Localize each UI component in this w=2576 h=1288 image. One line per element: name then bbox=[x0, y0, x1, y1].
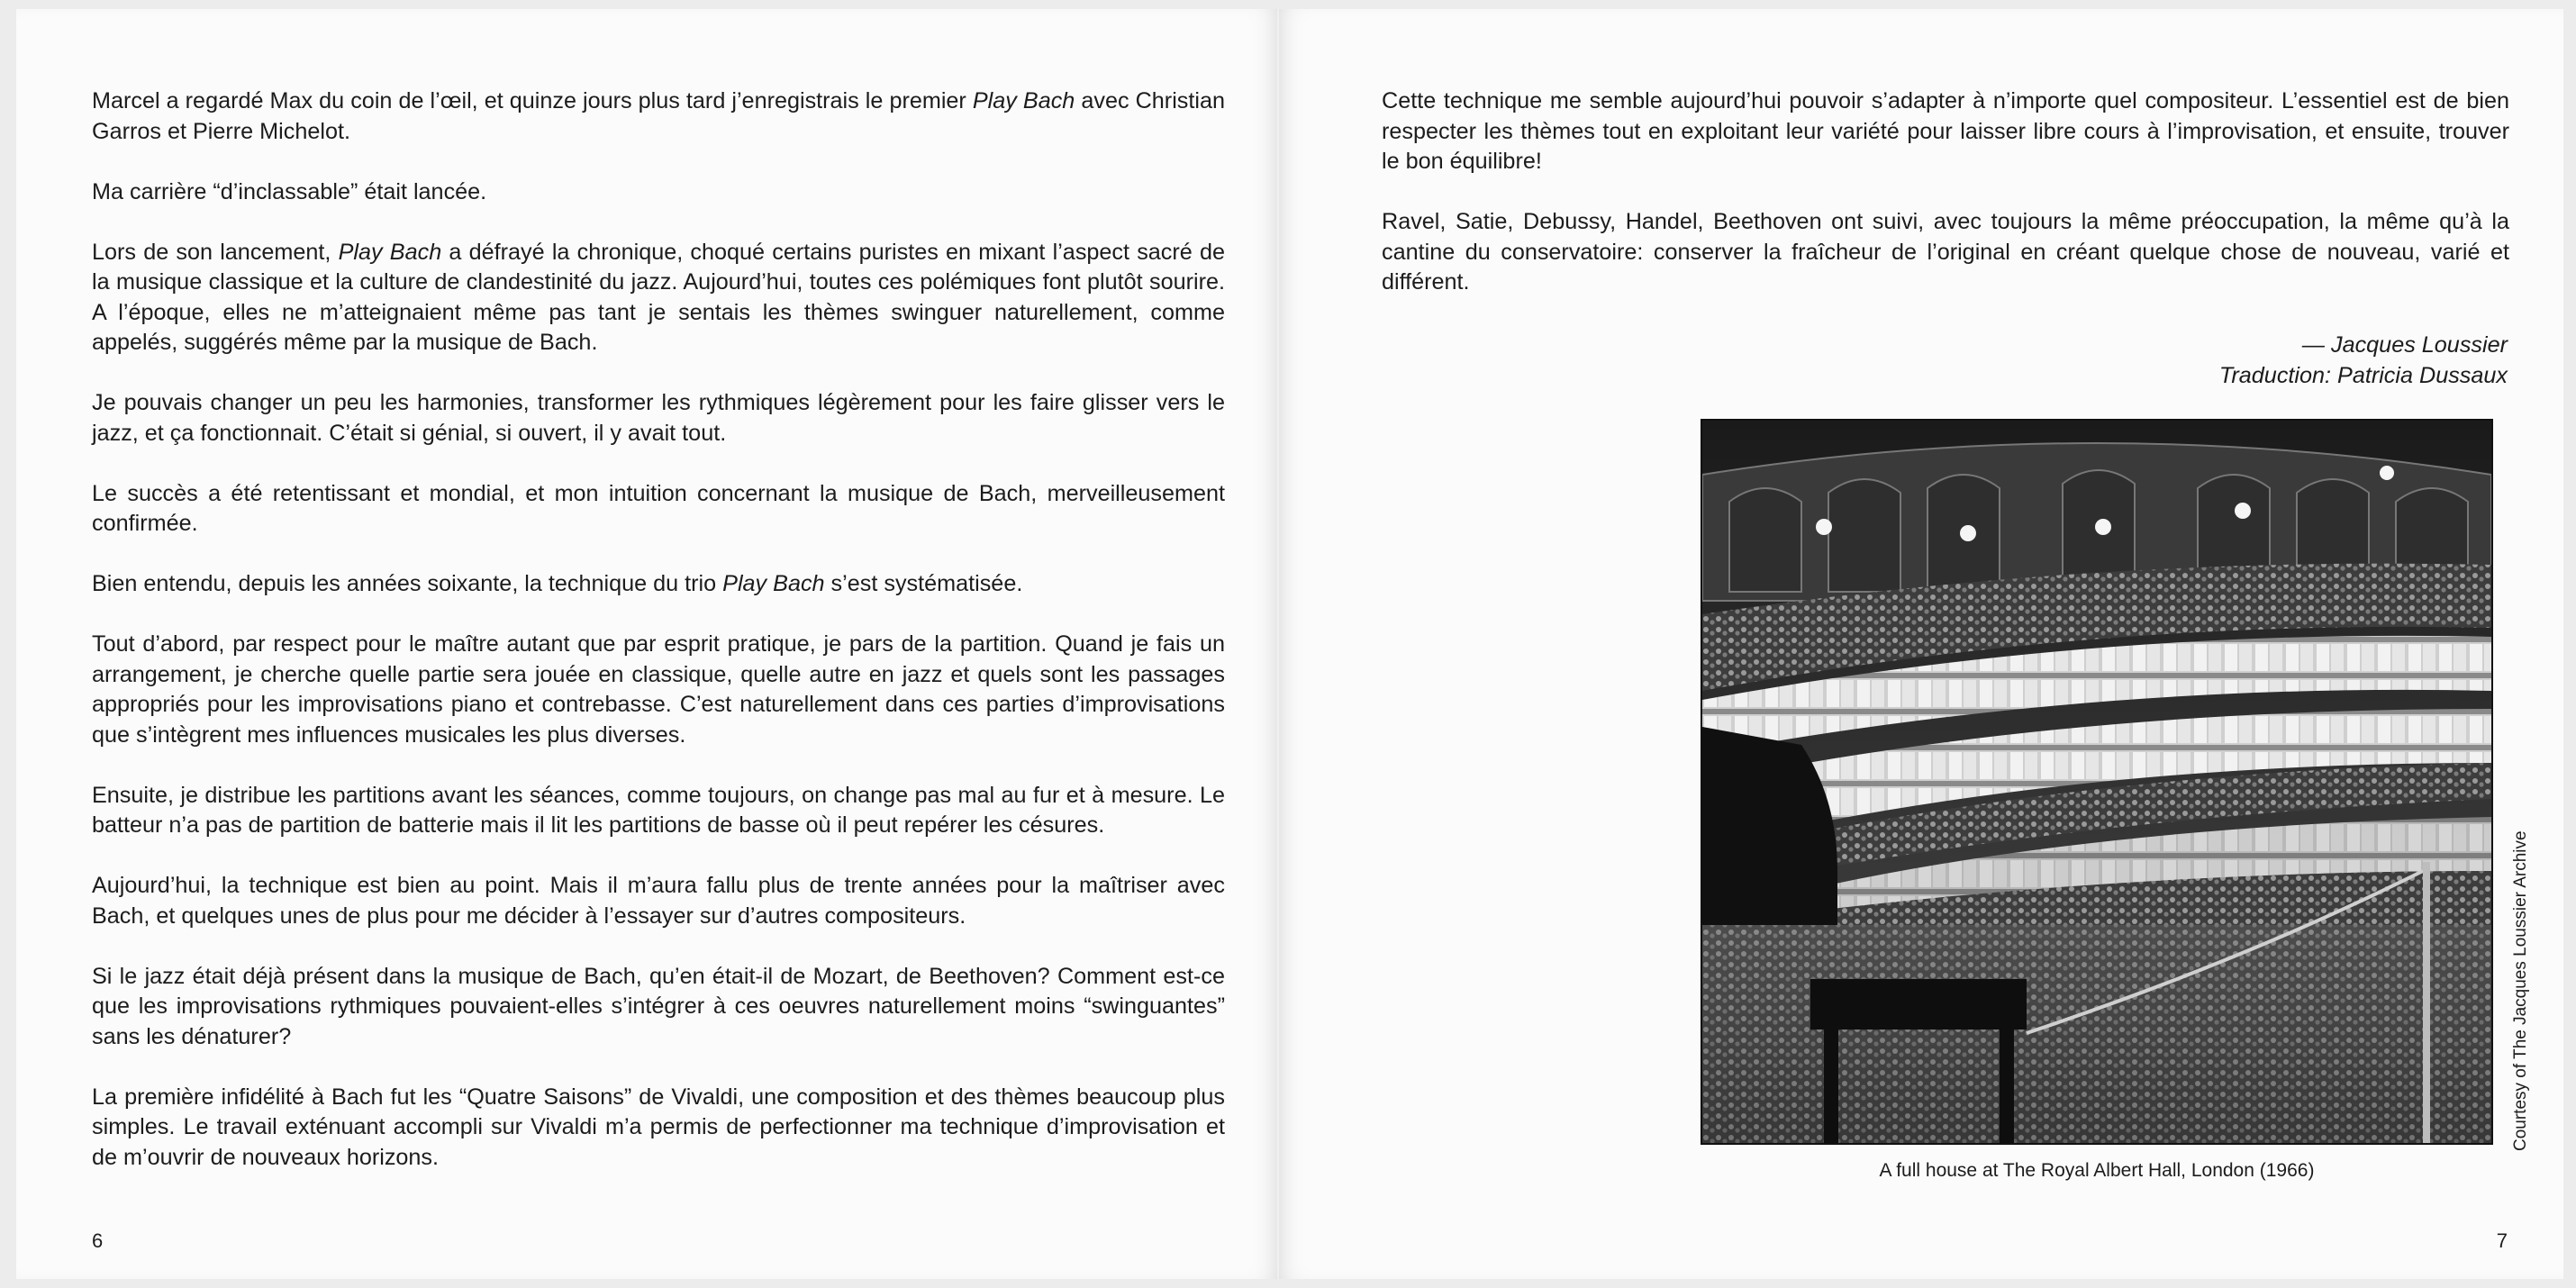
paragraph: Tout d’abord, par respect pour le maître autant que par esprit pratique, je pars de la partition. Quand je fais un arrangement, je cherche quelle partie sera jouée en classique, quelle autre en jazz et quels sont les passages appropriés pour les improvisations piano et contrebasse. C’est naturellement dans ces parties d’improvisations que s’intègrent mes influences musicales les plus diverses. bbox=[92, 631, 1225, 748]
page-number-left: 6 bbox=[92, 1229, 104, 1252]
photo-credit: Courtesy of The Jacques Loussier Archive bbox=[2511, 830, 2530, 1151]
photo-caption: A full house at The Royal Albert Hall, London (1966) bbox=[1879, 1160, 2315, 1181]
page-number-right: 7 bbox=[2496, 1229, 2508, 1252]
paragraph: Ma carrière “d’inclassable” était lancée. bbox=[92, 178, 487, 204]
concert-hall-photo bbox=[1701, 419, 2493, 1145]
paragraph: Ensuite, je distribue les partitions avant les séances, comme toujours, on change pas mal au fur et à mesure. Le batteur n’a pas de partition de batterie mais il lit les partitions de basse où il peut repérer les césures. bbox=[92, 782, 1225, 838]
right-text-column bbox=[1382, 86, 2509, 298]
paragraph: La première infidélité à Bach fut les “Quatre Saisons” de Vivaldi, une composition et des thèmes beaucoup plus simples. Le travail exténuant accompli sur Vivaldi m’a permis de perfectionner ma technique d’improvisation et de m’ouvrir de nouveaux horizons. bbox=[92, 1084, 1225, 1170]
paragraph: Si le jazz était déjà présent dans la musique de Bach, qu’en était-il de Mozart, de Beethoven? Comment est-ce que les improvisations rythmiques pouvaient-elles s’intégrer à ces oeuvres naturellement moins “swinguantes” sans les dénaturer? bbox=[92, 963, 1225, 1049]
translation-credit: Traduction: Patricia Dussaux bbox=[2218, 363, 2508, 388]
right-page bbox=[1279, 9, 2563, 1279]
paragraph: Bien entendu, depuis les années soixante, la technique du trio Play Bach s’est systématisée. bbox=[92, 571, 1023, 596]
paragraph: Le succès a été retentissant et mondial, et mon intuition concernant la musique de Bach, merveilleusement confirmée. bbox=[92, 480, 1225, 536]
author-signature: — Jacques Loussier bbox=[2301, 332, 2508, 358]
left-page bbox=[16, 9, 1277, 1279]
paragraph: Aujourd’hui, la technique est bien au point. Mais il m’aura fallu plus de trente années pour la maîtriser avec Bach, et quelques unes de plus pour me décider à l’essayer sur d’autres compositeurs. bbox=[92, 873, 1225, 929]
paragraph: Lors de son lancement, Play Bach a défrayé la chronique, choqué certains puristes en mixant l’aspect sacré de la musique classique et la culture de clandestinité du jazz. Aujourd’hui, toutes ces polémiques font plutôt sourire. A l’époque, elles ne m’atteignaient même pas tant je sentais les thèmes swinguer naturellement, comme appelés, suggérés même par la musique de Bach. bbox=[92, 239, 1226, 355]
left-text-column bbox=[92, 86, 1225, 1173]
paragraph: Ravel, Satie, Debussy, Handel, Beethoven ont suivi, avec toujours la même préoccupation, la même qu’à la cantine du conservatoire: conserver la fraîcheur de l’original en créant quelque chose de nouveau, varié et différent. bbox=[1382, 209, 2509, 295]
paragraph: Cette technique me semble aujourd’hui pouvoir s’adapter à n’importe quel compositeur. L’essentiel est de bien respecter les thèmes tout en exploitant leur variété pour laisser libre cours à l’improvisation, et ensuite, trouver le bon équilibre! bbox=[1382, 88, 2509, 174]
paragraph: Marcel a regardé Max du coin de l’œil, et quinze jours plus tard j’enregistrais le premier Play Bach avec Christian Garros et Pierre Michelot. bbox=[92, 88, 1225, 144]
paragraph: Je pouvais changer un peu les harmonies, transformer les rythmiques légèrement pour les faire glisser vers le jazz, et ça fonctionnait. C’était si génial, si ouvert, il y avait tout. bbox=[92, 390, 1225, 446]
